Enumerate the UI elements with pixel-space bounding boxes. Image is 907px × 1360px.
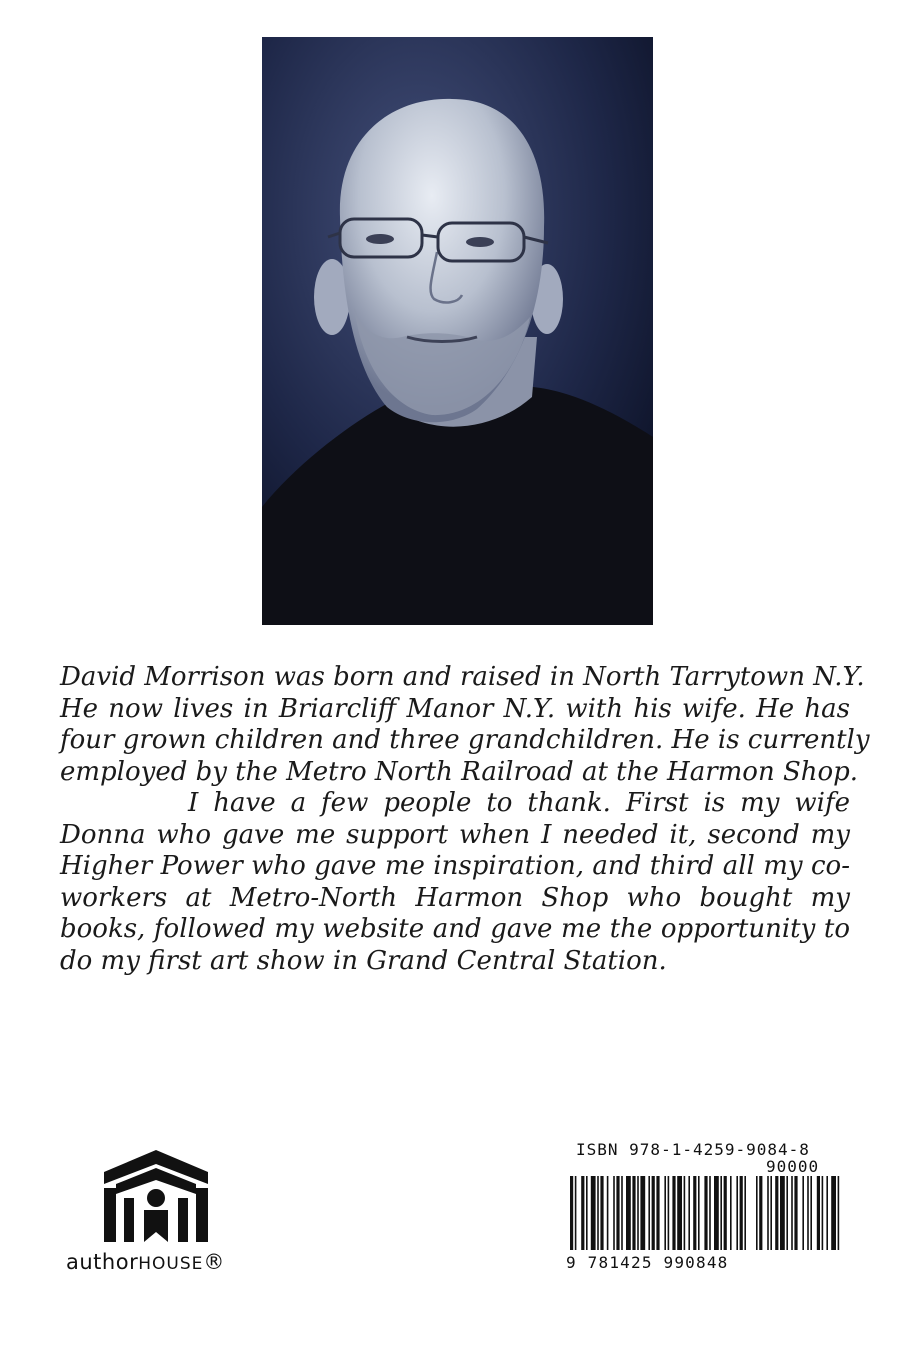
registered-mark: ® [203, 1250, 225, 1274]
barcode-bar [597, 1176, 599, 1250]
barcode-bar [736, 1176, 738, 1250]
publisher-name-lower: author [66, 1250, 139, 1274]
bio-line: He now lives in Briarcliff Manor N.Y. with his wife. He has [60, 693, 850, 724]
barcode-bar [730, 1176, 732, 1250]
barcode-bar [575, 1176, 577, 1250]
publisher-name-upper: HOUSE [138, 1254, 204, 1274]
barcode-bar [802, 1176, 804, 1250]
barcode-bar [831, 1176, 836, 1250]
barcode-bar [621, 1176, 623, 1250]
barcode-bar [600, 1176, 603, 1250]
bio-line: four grown children and three grandchildren. He is currently [60, 725, 870, 755]
price-code: 90000 [766, 1157, 820, 1176]
isbn-label: ISBN 978-1-4259-9084-8 [576, 1140, 810, 1159]
bio-line: I have a few people to thank. First is my wife [188, 788, 850, 818]
barcode-bar [581, 1176, 584, 1250]
barcode-bar [698, 1176, 700, 1250]
barcode-bar [794, 1176, 797, 1250]
barcode-bar [714, 1176, 719, 1250]
barcode-bar [586, 1176, 588, 1250]
barcode-bar [740, 1176, 743, 1250]
barcode-bar [744, 1176, 746, 1250]
bio-line: employed by the Metro North Railroad at the Harmon Shop. [60, 756, 859, 787]
barcode-bar [756, 1176, 758, 1250]
barcode-bar [822, 1176, 824, 1250]
barcode-bar [684, 1176, 686, 1250]
barcode-bar [709, 1176, 711, 1250]
bio-line: Higher Power who gave me inspiration, and third all my co- [60, 851, 850, 881]
barcode-bar [693, 1176, 696, 1250]
author-portrait-image [262, 37, 653, 625]
barcode-bar [664, 1176, 666, 1250]
barcode-bar [591, 1176, 596, 1250]
barcode-bar [626, 1176, 631, 1250]
bio-line: workers at Metro-North Harmon Shop who bought my [60, 882, 850, 913]
barcode-bar [652, 1176, 655, 1250]
barcode-bar [613, 1176, 615, 1250]
barcode-bar [770, 1176, 772, 1250]
barcode-bar [791, 1176, 793, 1250]
bio-line: Donna who gave me support when I needed it, second my [60, 819, 850, 850]
barcode-bar [616, 1176, 619, 1250]
publisher-name [66, 1250, 225, 1274]
barcode-bar [570, 1176, 573, 1250]
barcode-bar [632, 1176, 635, 1250]
barcode-bar [656, 1176, 659, 1250]
barcode-bar [826, 1176, 828, 1250]
barcode-bar [672, 1176, 675, 1250]
barcode-bar [607, 1176, 609, 1250]
publisher-block [62, 1150, 262, 1280]
bio-line: do my first art show in Grand Central Station. [60, 945, 667, 976]
bio-line: David Morrison was born and raised in North Tarrytown N.Y. [60, 662, 865, 692]
barcode-bar [810, 1176, 812, 1250]
author-photo [262, 37, 653, 625]
barcode-bar [704, 1176, 707, 1250]
barcode-bar [807, 1176, 809, 1250]
barcode-bar [640, 1176, 645, 1250]
barcode-bar [838, 1176, 840, 1250]
barcode-bar [786, 1176, 788, 1250]
barcode-bar [648, 1176, 650, 1250]
barcode-bar [767, 1176, 769, 1250]
barcode-bar [677, 1176, 682, 1250]
isbn-barcode [566, 1140, 842, 1278]
authorhouse-logo-icon [100, 1150, 212, 1242]
barcode-bars [566, 1176, 842, 1254]
barcode-bar [688, 1176, 690, 1250]
author-bio [60, 662, 870, 977]
barcode-digits: 9 781425 990848 [566, 1253, 729, 1272]
barcode-bar [759, 1176, 762, 1250]
barcode-bar [724, 1176, 727, 1250]
barcode-bar [637, 1176, 639, 1250]
barcode-bar [780, 1176, 785, 1250]
barcode-bar [668, 1176, 670, 1250]
barcode-bar [817, 1176, 820, 1250]
barcode-bar [720, 1176, 722, 1250]
barcode-bar [775, 1176, 778, 1250]
bio-line: books, followed my website and gave me the opportunity to [60, 914, 850, 944]
